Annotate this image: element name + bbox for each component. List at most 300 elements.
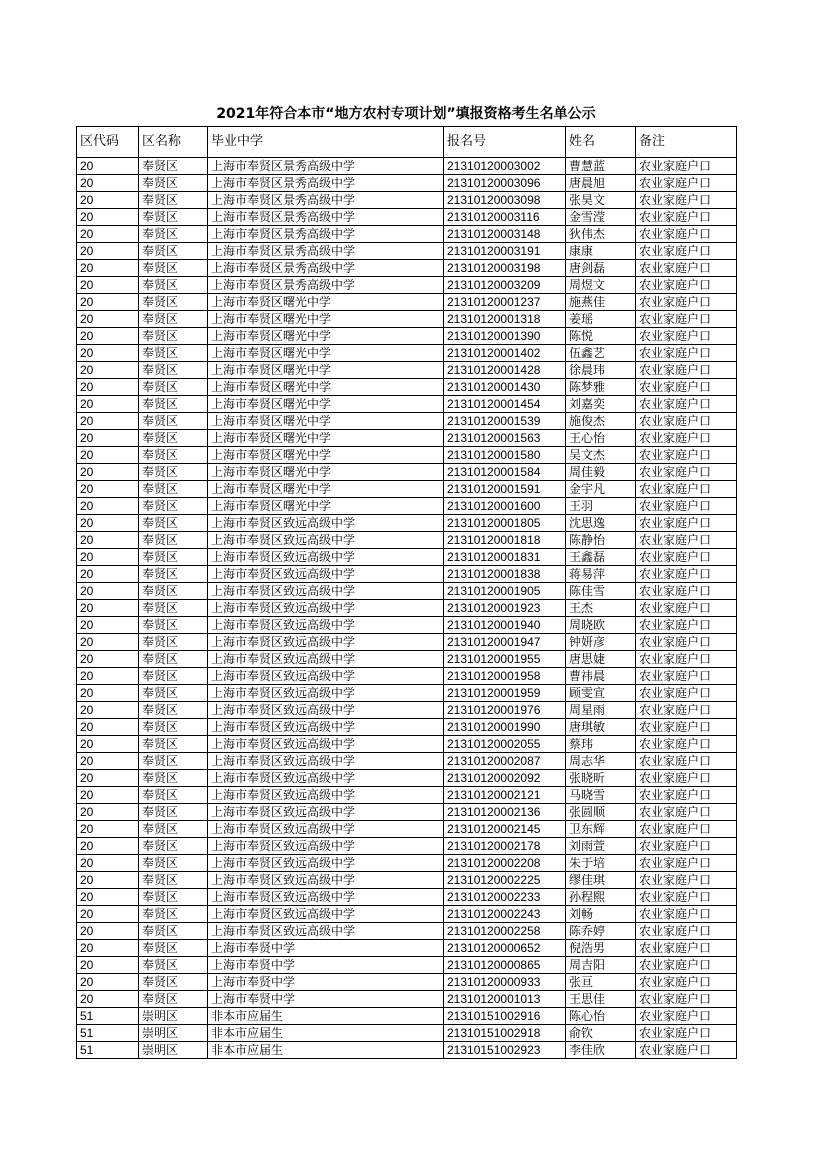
district-name-cell: 奉贤区 [139, 617, 208, 634]
remark-cell: 农业家庭户口 [636, 396, 737, 413]
name-cell: 周志华 [566, 753, 636, 770]
name-cell: 王羽 [566, 498, 636, 515]
candidate-table [76, 126, 737, 1059]
name-cell: 陈悦 [566, 328, 636, 345]
school-cell: 非本市应届生 [208, 1008, 444, 1025]
registration-number-cell: 21310120001818 [444, 532, 566, 549]
header-district-code: 区代码 [77, 127, 139, 158]
school-cell: 上海市奉贤区致远高级中学 [208, 668, 444, 685]
table-row [77, 838, 737, 855]
district-name-cell: 崇明区 [139, 1042, 208, 1059]
school-cell: 上海市奉贤区致远高级中学 [208, 855, 444, 872]
district-code-cell: 20 [77, 481, 139, 498]
remark-cell: 农业家庭户口 [636, 277, 737, 294]
district-code-cell: 20 [77, 906, 139, 923]
header-name: 姓名 [566, 127, 636, 158]
name-cell: 王杰 [566, 600, 636, 617]
district-name-cell: 奉贤区 [139, 362, 208, 379]
district-code-cell: 20 [77, 311, 139, 328]
registration-number-cell: 21310120001959 [444, 685, 566, 702]
table-row [77, 345, 737, 362]
remark-cell: 农业家庭户口 [636, 226, 737, 243]
school-cell: 上海市奉贤区致远高级中学 [208, 770, 444, 787]
table-row [77, 702, 737, 719]
district-name-cell: 奉贤区 [139, 413, 208, 430]
table-row [77, 362, 737, 379]
district-code-cell: 20 [77, 515, 139, 532]
table-body [77, 158, 737, 1059]
name-cell: 唐琪敏 [566, 719, 636, 736]
school-cell: 上海市奉贤区致远高级中学 [208, 821, 444, 838]
remark-cell: 农业家庭户口 [636, 515, 737, 532]
district-code-cell: 20 [77, 158, 139, 175]
remark-cell: 农业家庭户口 [636, 991, 737, 1008]
district-code-cell: 20 [77, 277, 139, 294]
name-cell: 施燕佳 [566, 294, 636, 311]
name-cell: 王鑫磊 [566, 549, 636, 566]
header-school: 毕业中学 [208, 127, 444, 158]
name-cell: 王心怡 [566, 430, 636, 447]
remark-cell: 农业家庭户口 [636, 481, 737, 498]
table-row [77, 821, 737, 838]
table-row [77, 787, 737, 804]
table-row [77, 940, 737, 957]
remark-cell: 农业家庭户口 [636, 702, 737, 719]
registration-number-cell: 21310120001390 [444, 328, 566, 345]
school-cell: 上海市奉贤区致远高级中学 [208, 549, 444, 566]
school-cell: 上海市奉贤区致远高级中学 [208, 651, 444, 668]
school-cell: 上海市奉贤区景秀高级中学 [208, 175, 444, 192]
name-cell: 吴文杰 [566, 447, 636, 464]
district-code-cell: 20 [77, 787, 139, 804]
district-code-cell: 20 [77, 447, 139, 464]
registration-number-cell: 21310120001947 [444, 634, 566, 651]
district-name-cell: 奉贤区 [139, 702, 208, 719]
registration-number-cell: 21310120001990 [444, 719, 566, 736]
table-row [77, 277, 737, 294]
district-code-cell: 20 [77, 243, 139, 260]
table-row [77, 243, 737, 260]
district-code-cell: 20 [77, 940, 139, 957]
district-name-cell: 奉贤区 [139, 600, 208, 617]
district-code-cell: 20 [77, 328, 139, 345]
name-cell: 朱于培 [566, 855, 636, 872]
table-row [77, 991, 737, 1008]
registration-number-cell: 21310120001402 [444, 345, 566, 362]
registration-number-cell: 21310120001831 [444, 549, 566, 566]
school-cell: 上海市奉贤区曙光中学 [208, 379, 444, 396]
school-cell: 上海市奉贤区致远高级中学 [208, 685, 444, 702]
district-name-cell: 奉贤区 [139, 311, 208, 328]
table-row [77, 770, 737, 787]
district-name-cell: 奉贤区 [139, 736, 208, 753]
registration-number-cell: 21310120002178 [444, 838, 566, 855]
remark-cell: 农业家庭户口 [636, 855, 737, 872]
district-code-cell: 20 [77, 957, 139, 974]
name-cell: 曹祎晨 [566, 668, 636, 685]
district-code-cell: 20 [77, 685, 139, 702]
name-cell: 刘嘉奕 [566, 396, 636, 413]
remark-cell: 农业家庭户口 [636, 1025, 737, 1042]
remark-cell: 农业家庭户口 [636, 838, 737, 855]
district-name-cell: 奉贤区 [139, 668, 208, 685]
table-row [77, 957, 737, 974]
remark-cell: 农业家庭户口 [636, 362, 737, 379]
remark-cell: 农业家庭户口 [636, 260, 737, 277]
school-cell: 上海市奉贤区曙光中学 [208, 447, 444, 464]
school-cell: 上海市奉贤区致远高级中学 [208, 634, 444, 651]
remark-cell: 农业家庭户口 [636, 753, 737, 770]
district-code-cell: 20 [77, 923, 139, 940]
table-row [77, 549, 737, 566]
school-cell: 上海市奉贤区致远高级中学 [208, 532, 444, 549]
district-name-cell: 奉贤区 [139, 532, 208, 549]
district-code-cell: 20 [77, 260, 139, 277]
header-registration-number: 报名号 [444, 127, 566, 158]
table-row [77, 719, 737, 736]
table-row [77, 430, 737, 447]
district-code-cell: 51 [77, 1025, 139, 1042]
remark-cell: 农业家庭户口 [636, 600, 737, 617]
school-cell: 上海市奉贤区致远高级中学 [208, 872, 444, 889]
district-code-cell: 20 [77, 736, 139, 753]
name-cell: 陈心怡 [566, 1008, 636, 1025]
registration-number-cell: 21310120002145 [444, 821, 566, 838]
table-row [77, 379, 737, 396]
table-row [77, 311, 737, 328]
name-cell: 孙程熙 [566, 889, 636, 906]
district-name-cell: 奉贤区 [139, 175, 208, 192]
district-name-cell: 奉贤区 [139, 549, 208, 566]
registration-number-cell: 21310120001563 [444, 430, 566, 447]
registration-number-cell: 21310120003148 [444, 226, 566, 243]
remark-cell: 农业家庭户口 [636, 804, 737, 821]
name-cell: 姜瑶 [566, 311, 636, 328]
registration-number-cell: 21310120003198 [444, 260, 566, 277]
table-row [77, 396, 737, 413]
name-cell: 陈静怡 [566, 532, 636, 549]
table-row [77, 1025, 737, 1042]
district-name-cell: 奉贤区 [139, 226, 208, 243]
remark-cell: 农业家庭户口 [636, 158, 737, 175]
remark-cell: 农业家庭户口 [636, 770, 737, 787]
district-code-cell: 20 [77, 192, 139, 209]
district-code-cell: 20 [77, 804, 139, 821]
table-row [77, 1042, 737, 1059]
table-row [77, 583, 737, 600]
district-code-cell: 20 [77, 617, 139, 634]
registration-number-cell: 21310120002243 [444, 906, 566, 923]
remark-cell: 农业家庭户口 [636, 294, 737, 311]
remark-cell: 农业家庭户口 [636, 906, 737, 923]
registration-number-cell: 21310120000933 [444, 974, 566, 991]
name-cell: 伍鑫艺 [566, 345, 636, 362]
name-cell: 钟妍彦 [566, 634, 636, 651]
school-cell: 上海市奉贤区致远高级中学 [208, 923, 444, 940]
name-cell: 金宇凡 [566, 481, 636, 498]
district-name-cell: 奉贤区 [139, 447, 208, 464]
district-name-cell: 奉贤区 [139, 804, 208, 821]
name-cell: 沈思逸 [566, 515, 636, 532]
remark-cell: 农业家庭户口 [636, 940, 737, 957]
table-row [77, 1008, 737, 1025]
name-cell: 卫东辉 [566, 821, 636, 838]
name-cell: 唐晨旭 [566, 175, 636, 192]
table-row [77, 175, 737, 192]
district-code-cell: 20 [77, 770, 139, 787]
district-name-cell: 奉贤区 [139, 957, 208, 974]
district-name-cell: 崇明区 [139, 1008, 208, 1025]
name-cell: 陈佳雪 [566, 583, 636, 600]
school-cell: 上海市奉贤区致远高级中学 [208, 736, 444, 753]
district-name-cell: 奉贤区 [139, 566, 208, 583]
registration-number-cell: 21310151002918 [444, 1025, 566, 1042]
school-cell: 上海市奉贤中学 [208, 974, 444, 991]
table-row [77, 617, 737, 634]
school-cell: 上海市奉贤区致远高级中学 [208, 889, 444, 906]
remark-cell: 农业家庭户口 [636, 430, 737, 447]
registration-number-cell: 21310120001013 [444, 991, 566, 1008]
table-row [77, 481, 737, 498]
registration-number-cell: 21310120002055 [444, 736, 566, 753]
remark-cell: 农业家庭户口 [636, 583, 737, 600]
name-cell: 蔡玮 [566, 736, 636, 753]
name-cell: 周煜文 [566, 277, 636, 294]
remark-cell: 农业家庭户口 [636, 719, 737, 736]
table-row [77, 651, 737, 668]
remark-cell: 农业家庭户口 [636, 685, 737, 702]
name-cell: 俞钦 [566, 1025, 636, 1042]
school-cell: 上海市奉贤区曙光中学 [208, 328, 444, 345]
district-code-cell: 20 [77, 430, 139, 447]
district-code-cell: 20 [77, 821, 139, 838]
name-cell: 缪佳琪 [566, 872, 636, 889]
page-title: 2021年符合本市“地方农村专项计划”填报资格考生名单公示 [216, 106, 596, 122]
name-cell: 周星雨 [566, 702, 636, 719]
school-cell: 上海市奉贤中学 [208, 957, 444, 974]
school-cell: 上海市奉贤区致远高级中学 [208, 617, 444, 634]
registration-number-cell: 21310151002916 [444, 1008, 566, 1025]
district-code-cell: 20 [77, 549, 139, 566]
registration-number-cell: 21310120001237 [444, 294, 566, 311]
district-code-cell: 20 [77, 872, 139, 889]
remark-cell: 农业家庭户口 [636, 1042, 737, 1059]
remark-cell: 农业家庭户口 [636, 549, 737, 566]
registration-number-cell: 21310120001584 [444, 464, 566, 481]
name-cell: 王思佳 [566, 991, 636, 1008]
district-name-cell: 奉贤区 [139, 243, 208, 260]
district-name-cell: 奉贤区 [139, 328, 208, 345]
district-name-cell: 奉贤区 [139, 940, 208, 957]
school-cell: 上海市奉贤区致远高级中学 [208, 719, 444, 736]
district-name-cell: 奉贤区 [139, 396, 208, 413]
school-cell: 上海市奉贤区景秀高级中学 [208, 226, 444, 243]
remark-cell: 农业家庭户口 [636, 209, 737, 226]
remark-cell: 农业家庭户口 [636, 566, 737, 583]
district-code-cell: 20 [77, 294, 139, 311]
registration-number-cell: 21310120002136 [444, 804, 566, 821]
district-code-cell: 20 [77, 464, 139, 481]
registration-number-cell: 21310120002225 [444, 872, 566, 889]
remark-cell: 农业家庭户口 [636, 311, 737, 328]
district-code-cell: 20 [77, 991, 139, 1008]
district-code-cell: 20 [77, 753, 139, 770]
district-code-cell: 20 [77, 855, 139, 872]
remark-cell: 农业家庭户口 [636, 736, 737, 753]
district-name-cell: 奉贤区 [139, 294, 208, 311]
remark-cell: 农业家庭户口 [636, 192, 737, 209]
district-name-cell: 奉贤区 [139, 430, 208, 447]
school-cell: 上海市奉贤区致远高级中学 [208, 906, 444, 923]
remark-cell: 农业家庭户口 [636, 413, 737, 430]
district-code-cell: 20 [77, 396, 139, 413]
table-row [77, 447, 737, 464]
school-cell: 上海市奉贤区景秀高级中学 [208, 209, 444, 226]
registration-number-cell: 21310120000865 [444, 957, 566, 974]
table-row [77, 566, 737, 583]
district-code-cell: 20 [77, 498, 139, 515]
table-row [77, 226, 737, 243]
remark-cell: 农业家庭户口 [636, 787, 737, 804]
school-cell: 上海市奉贤区致远高级中学 [208, 787, 444, 804]
district-code-cell: 20 [77, 838, 139, 855]
district-code-cell: 20 [77, 600, 139, 617]
district-name-cell: 奉贤区 [139, 906, 208, 923]
district-name-cell: 奉贤区 [139, 515, 208, 532]
name-cell: 张昊文 [566, 192, 636, 209]
district-name-cell: 奉贤区 [139, 583, 208, 600]
school-cell: 上海市奉贤区致远高级中学 [208, 600, 444, 617]
remark-cell: 农业家庭户口 [636, 345, 737, 362]
remark-cell: 农业家庭户口 [636, 957, 737, 974]
remark-cell: 农业家庭户口 [636, 447, 737, 464]
table-row [77, 974, 737, 991]
name-cell: 张圆顺 [566, 804, 636, 821]
table-row [77, 889, 737, 906]
table-row [77, 804, 737, 821]
school-cell: 上海市奉贤中学 [208, 940, 444, 957]
remark-cell: 农业家庭户口 [636, 974, 737, 991]
district-code-cell: 20 [77, 532, 139, 549]
table-row [77, 413, 737, 430]
table-row [77, 498, 737, 515]
table-row [77, 872, 737, 889]
district-code-cell: 20 [77, 583, 139, 600]
remark-cell: 农业家庭户口 [636, 634, 737, 651]
remark-cell: 农业家庭户口 [636, 668, 737, 685]
remark-cell: 农业家庭户口 [636, 923, 737, 940]
registration-number-cell: 21310120001958 [444, 668, 566, 685]
registration-number-cell: 21310120001955 [444, 651, 566, 668]
name-cell: 陈乔婷 [566, 923, 636, 940]
name-cell: 曹慧蓝 [566, 158, 636, 175]
registration-number-cell: 21310120001805 [444, 515, 566, 532]
district-code-cell: 20 [77, 566, 139, 583]
school-cell: 上海市奉贤区曙光中学 [208, 413, 444, 430]
district-name-cell: 崇明区 [139, 1025, 208, 1042]
school-cell: 上海市奉贤区景秀高级中学 [208, 260, 444, 277]
remark-cell: 农业家庭户口 [636, 872, 737, 889]
registration-number-cell: 21310120002208 [444, 855, 566, 872]
registration-number-cell: 21310120001430 [444, 379, 566, 396]
district-name-cell: 奉贤区 [139, 923, 208, 940]
district-code-cell: 20 [77, 634, 139, 651]
school-cell: 上海市奉贤区致远高级中学 [208, 566, 444, 583]
school-cell: 上海市奉贤区景秀高级中学 [208, 243, 444, 260]
district-name-cell: 奉贤区 [139, 260, 208, 277]
district-code-cell: 20 [77, 889, 139, 906]
registration-number-cell: 21310120003096 [444, 175, 566, 192]
district-code-cell: 51 [77, 1008, 139, 1025]
remark-cell: 农业家庭户口 [636, 821, 737, 838]
district-code-cell: 20 [77, 379, 139, 396]
registration-number-cell: 21310120001600 [444, 498, 566, 515]
school-cell: 上海市奉贤区致远高级中学 [208, 838, 444, 855]
district-name-cell: 奉贤区 [139, 685, 208, 702]
district-name-cell: 奉贤区 [139, 821, 208, 838]
table-row [77, 192, 737, 209]
registration-number-cell: 21310120001539 [444, 413, 566, 430]
registration-number-cell: 21310120001940 [444, 617, 566, 634]
district-name-cell: 奉贤区 [139, 974, 208, 991]
district-name-cell: 奉贤区 [139, 464, 208, 481]
name-cell: 周吉阳 [566, 957, 636, 974]
name-cell: 徐晨玮 [566, 362, 636, 379]
registration-number-cell: 21310120000652 [444, 940, 566, 957]
table-row [77, 906, 737, 923]
school-cell: 上海市奉贤区曙光中学 [208, 311, 444, 328]
name-cell: 张晓昕 [566, 770, 636, 787]
registration-number-cell: 21310120002092 [444, 770, 566, 787]
school-cell: 上海市奉贤区景秀高级中学 [208, 192, 444, 209]
district-name-cell: 奉贤区 [139, 991, 208, 1008]
district-code-cell: 20 [77, 413, 139, 430]
district-name-cell: 奉贤区 [139, 651, 208, 668]
table-row [77, 685, 737, 702]
table-row [77, 634, 737, 651]
remark-cell: 农业家庭户口 [636, 651, 737, 668]
registration-number-cell: 21310120001454 [444, 396, 566, 413]
district-name-cell: 奉贤区 [139, 379, 208, 396]
remark-cell: 农业家庭户口 [636, 1008, 737, 1025]
name-cell: 施俊杰 [566, 413, 636, 430]
name-cell: 张亘 [566, 974, 636, 991]
school-cell: 上海市奉贤区致远高级中学 [208, 515, 444, 532]
name-cell: 周佳毅 [566, 464, 636, 481]
district-name-cell: 奉贤区 [139, 192, 208, 209]
table-row [77, 600, 737, 617]
name-cell: 李佳欣 [566, 1042, 636, 1059]
school-cell: 非本市应届生 [208, 1042, 444, 1059]
district-name-cell: 奉贤区 [139, 209, 208, 226]
registration-number-cell: 21310120001838 [444, 566, 566, 583]
remark-cell: 农业家庭户口 [636, 379, 737, 396]
school-cell: 上海市奉贤区致远高级中学 [208, 753, 444, 770]
name-cell: 刘畅 [566, 906, 636, 923]
district-code-cell: 20 [77, 345, 139, 362]
remark-cell: 农业家庭户口 [636, 243, 737, 260]
table-row [77, 328, 737, 345]
registration-number-cell: 21310120001923 [444, 600, 566, 617]
school-cell: 上海市奉贤区景秀高级中学 [208, 277, 444, 294]
district-name-cell: 奉贤区 [139, 719, 208, 736]
name-cell: 唐剑磊 [566, 260, 636, 277]
district-name-cell: 奉贤区 [139, 481, 208, 498]
table-row [77, 158, 737, 175]
name-cell: 倪浩男 [566, 940, 636, 957]
remark-cell: 农业家庭户口 [636, 889, 737, 906]
name-cell: 康康 [566, 243, 636, 260]
